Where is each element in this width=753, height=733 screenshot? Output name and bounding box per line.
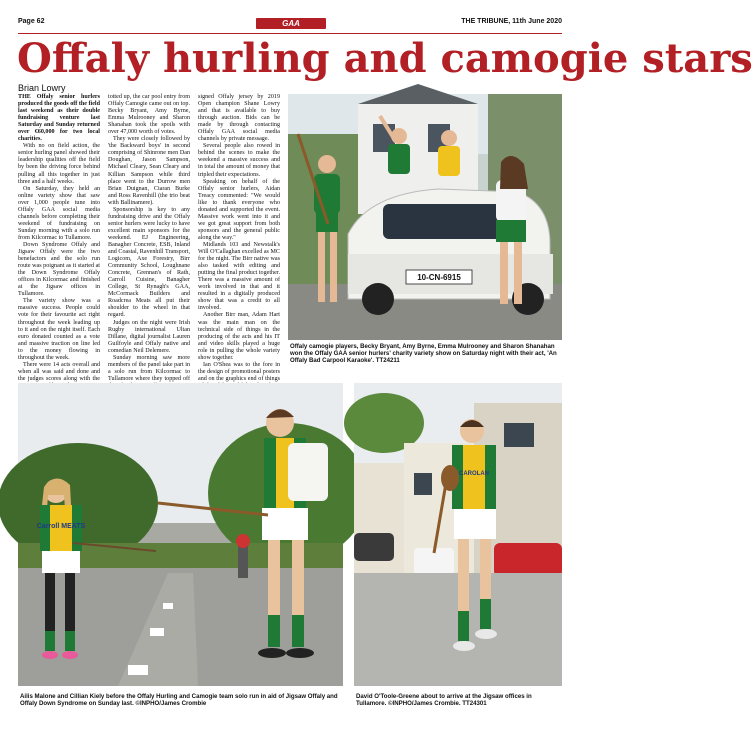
- paragraph: The variety show was a massive success. People could vote for their favourite act right throughout the week leading up to it and on the night itself. Each euro donated counted as a vote and massive traction on line led to the money flowing in throughout the week.: [18, 298, 100, 361]
- paragraph: Ian O'Shea was to the fore in the design of promotional posters and on the graphics end of things: [198, 361, 280, 382]
- section-label: GAA: [256, 18, 326, 29]
- caption-solo-run-pair: Ailis Malone and Cillian Kiely before the Offaly Hurling and Camogie team solo run in aid of Jigsaw Offaly and Offaly Down Syndrome on Sunday last. ©INPHO/James Crombie: [20, 693, 338, 708]
- photo-camogie-car: [288, 94, 562, 340]
- masthead-date: THE TRIBUNE, 11th June 2020: [461, 18, 562, 25]
- photo-solo-run-pair-illustration: [18, 383, 343, 686]
- photo-arriving-player-illustration: [354, 383, 562, 686]
- paragraph: There were 14 acts overall and when all was said and done and the judges scores along with the: [18, 361, 100, 382]
- page-number: Page 62: [18, 18, 45, 25]
- paragraph: totted up, the car pool entry from Offaly Camogie came out on top. Becky Bryant, Amy Byrne, Emma Mulrooney and Sharon Shanahan took the spoils with over 47,000 worth of votes.: [108, 94, 190, 136]
- paragraph: Judges on the night were Irish Rugby international Ultan Dillane, digital journalist Lauren Guilfoyle and Offaly native and comedian Neil Delemere.: [108, 319, 190, 354]
- paragraph: With no on field action, the senior hurling panel showed their leadership qualities off the field by been the driving force behind pulling all this together in just three and a half weeks.: [18, 143, 100, 185]
- jersey-sponsor-text: CAROLAN: [459, 471, 489, 477]
- lead-paragraph: THE Offaly senior hurlers produced the goods off the field last weekend as their double fundraising venture last Saturday and Sunday returned over €60,000 for two local charities.: [18, 94, 100, 143]
- article-column-2: [108, 94, 190, 382]
- paragraph: signed Offaly jersey by 2019 Open champion Shane Lowry and that is available to buy through auction. Bids can be made by through contacting Offaly GAA social media channels by private message.: [198, 94, 280, 143]
- jersey-sponsor-text: Carroll MEATS: [36, 523, 86, 530]
- photo-arriving-player: [354, 383, 562, 686]
- paragraph: Speaking on behalf of the Offaly senior hurlers, Aidan Treacy commented: "We would like to thank everyone who donated and supported the event. Massive work went into it and we got great support from both sponsors and the general public along the way.": [198, 178, 280, 241]
- player-centre-right: [438, 130, 460, 176]
- headline: Offaly hurling and camogie stars: [17, 35, 753, 82]
- caption-arriving-player: David O'Toole-Greene about to arrive at the Jigsaw offices in Tullamore. ©INPHO/James Crombie. TT24301: [356, 693, 532, 708]
- article-column-3: [198, 94, 280, 382]
- paragraph: They were closely followed by 'the Backward boys' in second comprising of Shinrone men Dan Doughan, Jason Sampson, Michael Cleary, Sean Cleary and Killian Sampson while third place went to the Durrow men Brian Duignan, Ciaran Burke and Ross Ravenhill (the trio beat with Ballinamere).: [108, 136, 190, 206]
- byline: Brian Lowry: [18, 83, 66, 93]
- photo-solo-run-pair: [18, 383, 343, 686]
- caption-camogie-car: Offaly camogie players, Becky Bryant, Amy Byrne, Emma Mulrooney and Sharon Shanahan won the Offaly GAA senior hurlers' charity variety show on Saturday night with their act, 'An Offaly Bad Carpool Karaoke'. TT24211: [290, 343, 557, 365]
- article-column-1: [18, 94, 100, 382]
- paragraph: Midlands 103 and Newstalk's Will O'Callaghan excelled as MC for the night. The Birr native was also tasked with editing and putting the final product together. There was a massive amount of work involved in that and it resulted in a digitally produced show that was a credit to all involved.: [198, 241, 280, 312]
- paragraph: Another Birr man, Adam Hart was the main man on the technical side of things in the producing of the acts and his IT and video skills played a huge role in pulling the whole variety show together.: [198, 312, 280, 361]
- page-header: [18, 6, 562, 34]
- paragraph: Sunday morning saw more members of the panel take part in a solo run from Kilcormac to Tullamore where they topped off: [108, 354, 190, 382]
- photo-camogie-car-illustration: [288, 94, 562, 340]
- paragraph: On Saturday, they held an online variety show that saw over 1,000 people tune into Offaly GAA social media channels before completing their weekend of fundraising on Sunday morning with a solo run from Kilcormac to Tullamore.: [18, 185, 100, 241]
- header-rule: [18, 33, 562, 34]
- paragraph: Down Syndrome Offaly and Jigsaw Offaly were the two benefactors and the solo run route was poignant as it started at the Down Syndrome Offaly offices in Kilcormac and finished at the Jigsaw offices in Tullamore.: [18, 241, 100, 298]
- paragraph: Sponsorship is key to any fundraising drive and the Offaly senior hurlers were lucky to have excellent main sponsors for the weekend. EJ Engineering, Banagher Concrete, ESB, Inland and Coastal, Ravenhill Transport, Logicom, Axe Forestry, Birr Community School, Loughnane Concrete, Grennan's of Rath, Carroll Cuisine, Banagher College, St Rynagh's GAA, McCormack Builders and Roadcrea Meats all put their shoulder to the wheel in that regard.: [108, 206, 190, 319]
- license-plate-text: 10-CN-6915: [417, 273, 461, 282]
- paragraph: Several people also rowed in behind the scenes to make the weekend a massive success and in total the amount of money that tripled their expectations.: [198, 143, 280, 178]
